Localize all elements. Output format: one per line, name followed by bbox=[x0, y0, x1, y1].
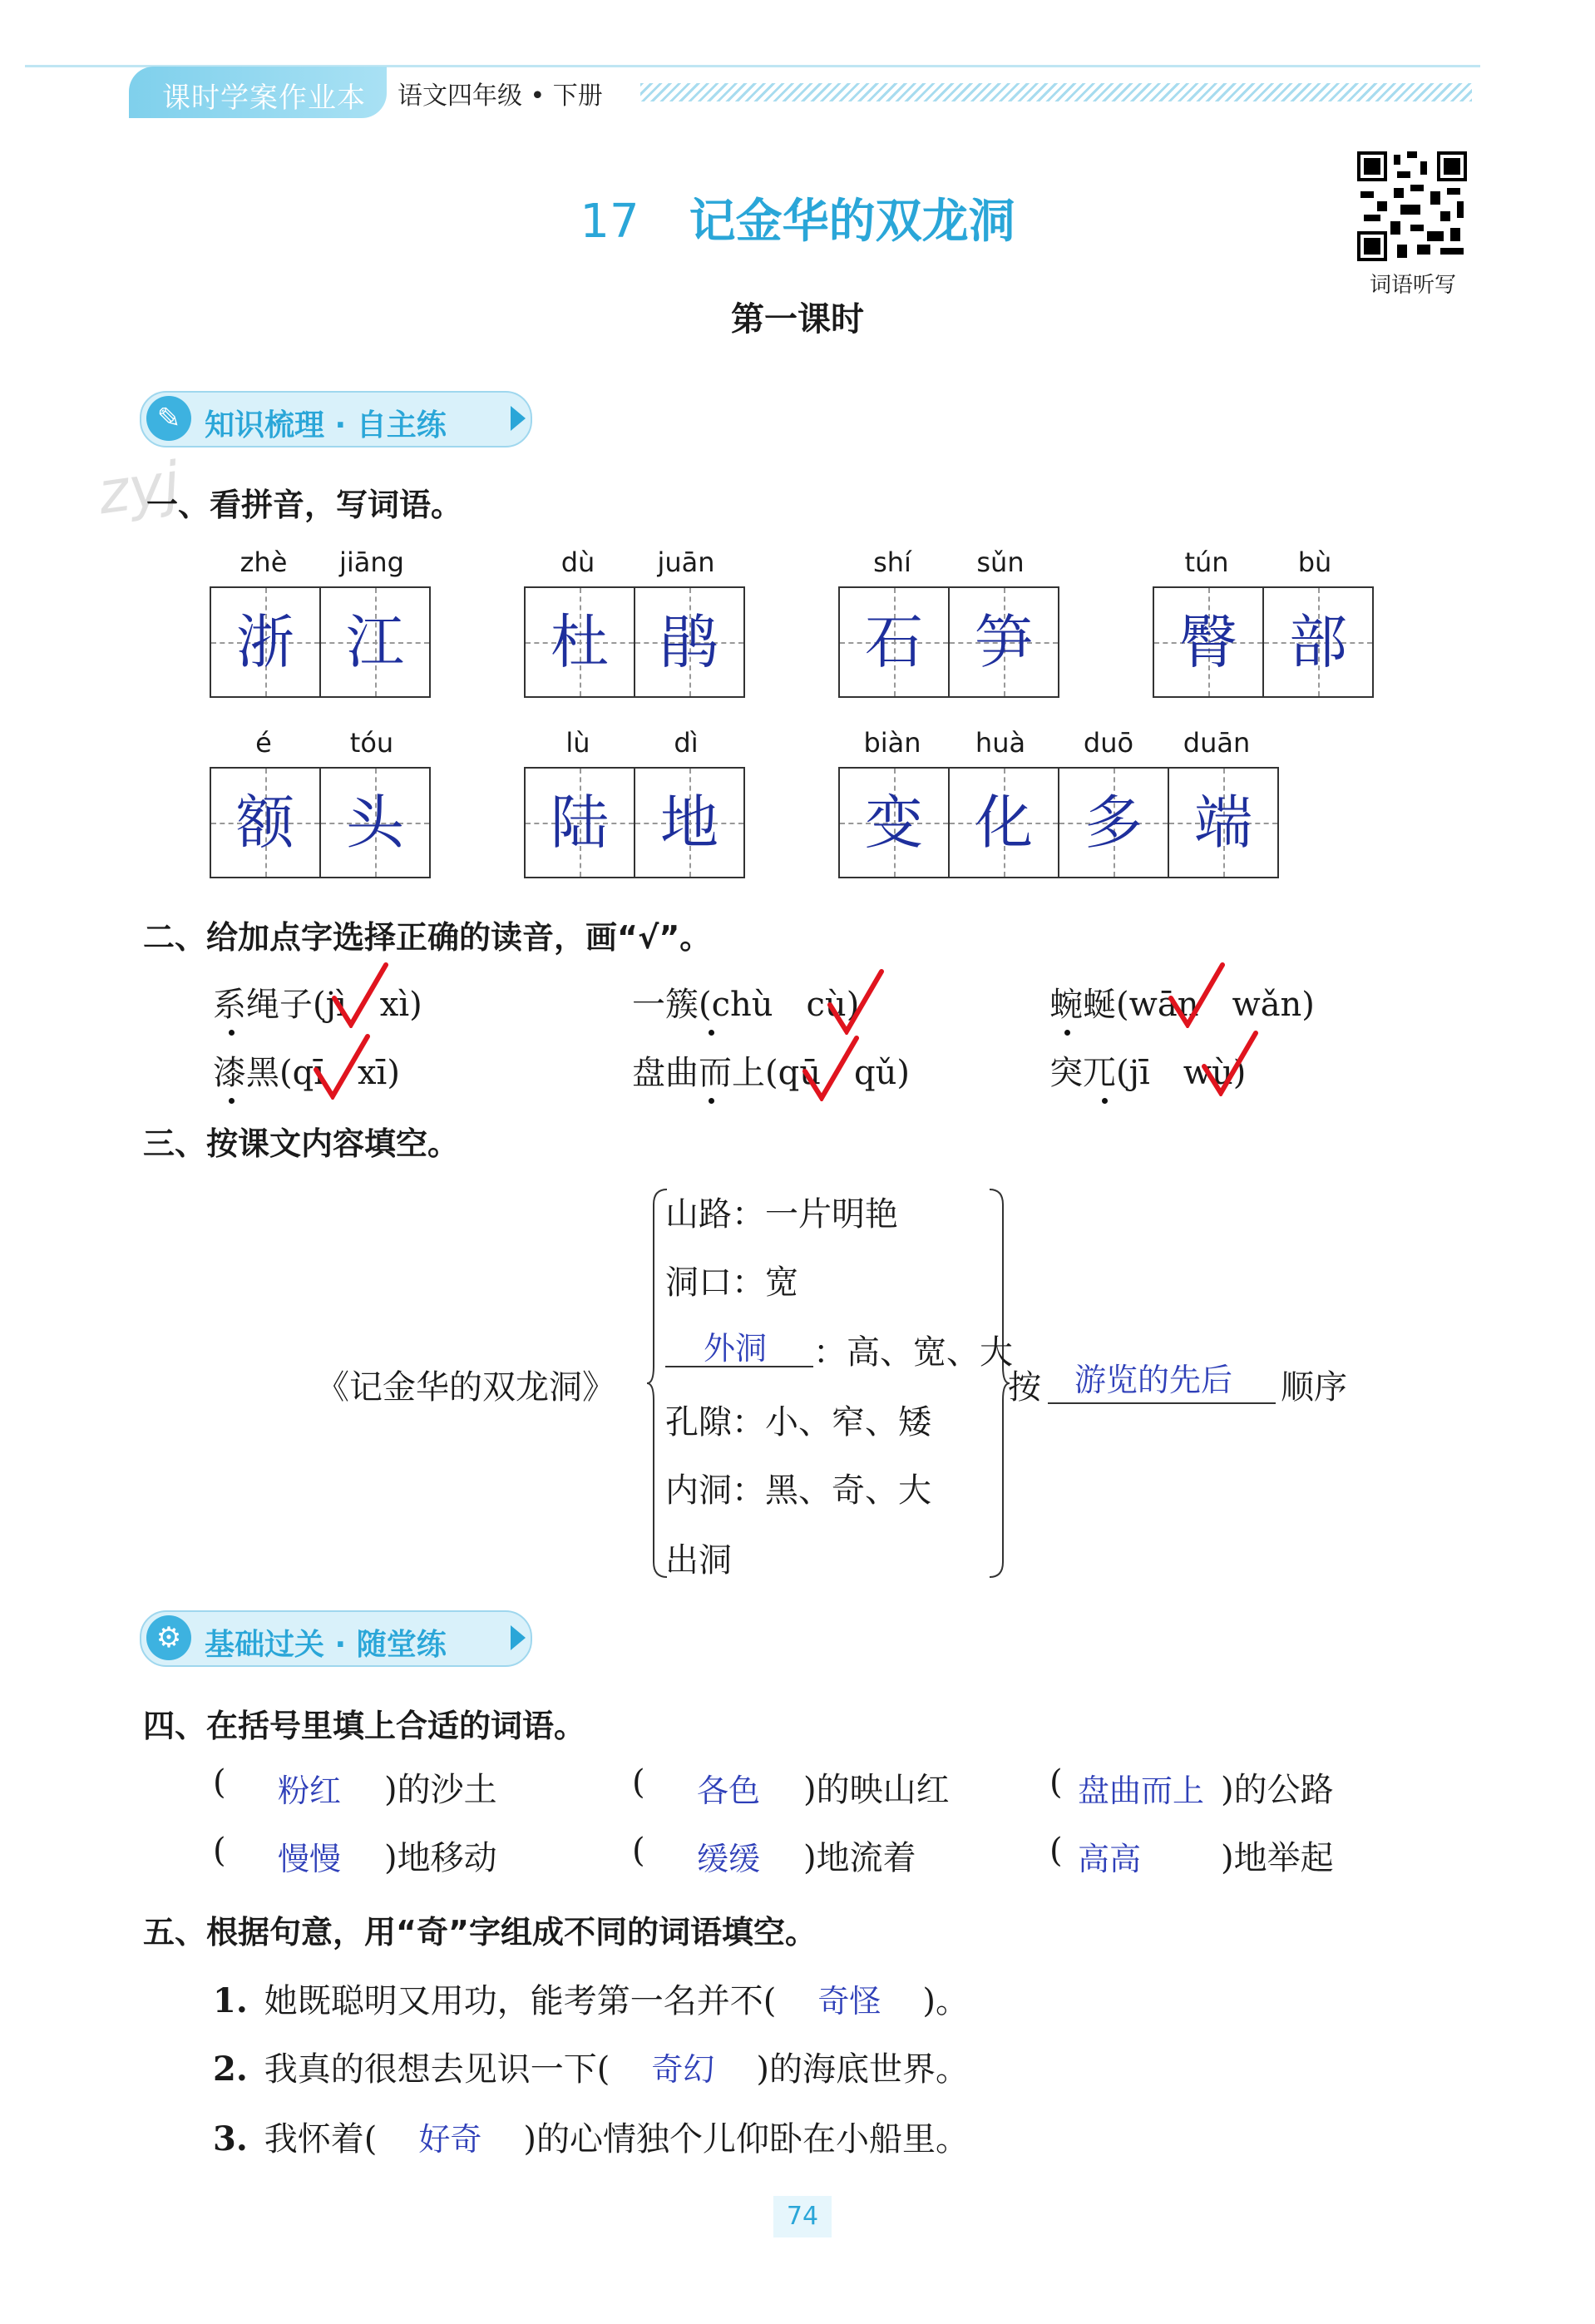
writing-cell bbox=[840, 588, 950, 696]
writing-cell bbox=[950, 769, 1059, 877]
writing-cell bbox=[526, 588, 635, 696]
pinyin-label: jiāng bbox=[339, 546, 404, 578]
pinyin-label: tóu bbox=[349, 727, 394, 759]
written-character: 端 bbox=[1194, 789, 1252, 857]
writing-cell bbox=[526, 769, 635, 877]
section-label: 基础过关 · 随堂练 bbox=[205, 1628, 447, 1662]
section-pill-class-practice bbox=[140, 1610, 532, 1667]
q5-post: )。 bbox=[922, 1982, 969, 2020]
q3-line: 出洞 bbox=[665, 1541, 732, 1580]
pinyin-label: zhè bbox=[239, 546, 288, 578]
checkmark-icon bbox=[802, 1035, 860, 1101]
q5-sentence bbox=[213, 2043, 969, 2090]
q5-answer: 好奇 bbox=[418, 2121, 482, 2158]
writing-box bbox=[838, 767, 1279, 878]
q4-answer: 缓缓 bbox=[697, 1841, 761, 1877]
checkmark-icon bbox=[827, 968, 885, 1035]
q3-text-title: 《记金华的双龙洞》 bbox=[316, 1368, 615, 1407]
writing-box bbox=[838, 586, 1059, 698]
pinyin-label: sǔn bbox=[976, 546, 1025, 578]
q3-line: 洞口：宽 bbox=[665, 1263, 798, 1302]
q5-sentence bbox=[213, 2113, 969, 2160]
q2-heading: 二、给加点字选择正确的读音，画“√”。 bbox=[143, 919, 712, 956]
header-subtitle: 语文四年级 • 下册 bbox=[398, 82, 603, 111]
q3-line: 孔隙：小、窄、矮 bbox=[665, 1403, 931, 1441]
q4-suffix: )地移动 bbox=[384, 1839, 497, 1877]
writing-cell bbox=[950, 588, 1058, 696]
section-label: 知识梳理 · 自主练 bbox=[205, 408, 447, 443]
q5-sentence bbox=[213, 1975, 969, 2022]
emphasis-dot bbox=[229, 1098, 235, 1104]
pinyin-label: huà bbox=[975, 727, 1026, 759]
written-character: 江 bbox=[346, 608, 404, 676]
header-tab-label: 课时学案作业本 bbox=[162, 82, 366, 115]
q4-suffix: )的沙土 bbox=[384, 1771, 497, 1809]
pinyin-label: shí bbox=[873, 546, 911, 578]
q4-answer: 盘曲而上 bbox=[1078, 1773, 1205, 1809]
pinyin-label: dù bbox=[560, 546, 595, 578]
writing-cell bbox=[321, 588, 429, 696]
q4-suffix: )地流着 bbox=[803, 1839, 916, 1877]
paren-open: ( bbox=[632, 1832, 645, 1870]
header-hatch bbox=[640, 83, 1472, 101]
q5-answer: 奇怪 bbox=[817, 1983, 881, 2020]
written-character: 部 bbox=[1289, 608, 1347, 676]
q1-heading: 一、看拼音，写词语。 bbox=[146, 487, 463, 523]
checkmark-icon bbox=[1201, 1030, 1259, 1096]
paren-open: ( bbox=[213, 1832, 226, 1870]
writing-box bbox=[210, 767, 431, 878]
writing-box bbox=[524, 586, 745, 698]
pinyin-label: lù bbox=[565, 727, 590, 759]
written-character: 额 bbox=[236, 789, 294, 857]
q4-heading: 四、在括号里填上合适的词语。 bbox=[143, 1708, 586, 1744]
section-pill-self-practice bbox=[140, 391, 532, 447]
emphasis-dot bbox=[1102, 1098, 1108, 1104]
written-character: 多 bbox=[1084, 789, 1143, 857]
writing-box bbox=[524, 767, 745, 878]
paren-open: ( bbox=[1049, 1763, 1063, 1802]
written-character: 陆 bbox=[551, 789, 609, 857]
q3-line: 内洞：黑、奇、大 bbox=[665, 1471, 931, 1510]
q5-pre: 她既聪明又用功，能考第一名并不( bbox=[264, 1982, 777, 2020]
written-character: 浙 bbox=[236, 608, 294, 676]
written-character: 笋 bbox=[975, 608, 1033, 676]
q5-post: )的海底世界。 bbox=[756, 2050, 969, 2089]
q2-item: 系绳子(jì xì) bbox=[213, 986, 422, 1024]
q4-answer: 各色 bbox=[697, 1773, 761, 1809]
qr-code-icon[interactable] bbox=[1357, 151, 1467, 261]
checkmark-icon bbox=[331, 962, 389, 1028]
pinyin-label: dì bbox=[674, 727, 699, 759]
written-character: 地 bbox=[660, 789, 718, 857]
q3-order-prefix: 按 bbox=[1008, 1368, 1041, 1407]
writing-cell bbox=[211, 769, 321, 877]
q4-answer: 粉红 bbox=[278, 1773, 342, 1809]
pencil-icon: ✎ bbox=[146, 396, 191, 441]
q3-order-line bbox=[1048, 1402, 1276, 1404]
gear-icon: ⚙ bbox=[146, 1615, 191, 1660]
q4-answer: 高高 bbox=[1078, 1841, 1142, 1877]
q3-blank-line bbox=[665, 1366, 813, 1367]
q3-line: 山路：一片明艳 bbox=[665, 1195, 898, 1234]
q3-line: ：高、宽、大 bbox=[813, 1333, 1013, 1372]
q5-post: )的心情独个儿仰卧在小船里。 bbox=[523, 2120, 969, 2158]
paren-open: ( bbox=[213, 1763, 226, 1802]
writing-cell bbox=[1264, 588, 1372, 696]
lesson-title: 第一课时 bbox=[731, 300, 864, 339]
title-number: 17 bbox=[580, 195, 639, 249]
q3-blank-answer: 外洞 bbox=[704, 1330, 768, 1367]
header-tab bbox=[129, 67, 387, 118]
q2-item: 盘曲而上(qū qǔ) bbox=[632, 1054, 910, 1092]
page-title bbox=[0, 185, 1595, 251]
writing-cell bbox=[1154, 588, 1264, 696]
emphasis-dot bbox=[1064, 1030, 1070, 1036]
writing-cell bbox=[1059, 769, 1169, 877]
pinyin-label: juān bbox=[657, 546, 715, 578]
writing-cell bbox=[635, 769, 743, 877]
q4-suffix: )的映山红 bbox=[803, 1771, 950, 1809]
q5-number: 3. bbox=[213, 2119, 248, 2158]
q4-suffix: )地举起 bbox=[1221, 1839, 1334, 1877]
q4-suffix: )的公路 bbox=[1221, 1771, 1334, 1809]
title-text: 记金华的双龙洞 bbox=[689, 195, 1015, 249]
q3-order-suffix: 顺序 bbox=[1281, 1368, 1347, 1407]
written-character: 化 bbox=[975, 789, 1033, 857]
arrow-icon bbox=[511, 406, 526, 431]
q5-number: 1. bbox=[213, 1981, 248, 2020]
page-number: 74 bbox=[773, 2196, 832, 2237]
q2-item: 漆黑(qī xī) bbox=[213, 1054, 400, 1092]
pinyin-label: tún bbox=[1184, 546, 1229, 578]
pinyin-label: duān bbox=[1183, 727, 1251, 759]
written-character: 变 bbox=[865, 789, 923, 857]
paren-open: ( bbox=[1049, 1832, 1063, 1870]
writing-box bbox=[210, 586, 431, 698]
written-character: 石 bbox=[865, 608, 923, 676]
writing-cell bbox=[321, 769, 429, 877]
writing-box bbox=[1153, 586, 1374, 698]
arrow-icon bbox=[511, 1625, 526, 1650]
q3-order-answer: 游览的先后 bbox=[1074, 1362, 1233, 1398]
q5-answer: 奇幻 bbox=[651, 2051, 715, 2088]
q5-number: 2. bbox=[213, 2050, 248, 2089]
written-character: 臀 bbox=[1179, 608, 1237, 676]
checkmark-icon bbox=[1168, 962, 1226, 1028]
q2-item: 突兀(jī wù) bbox=[1049, 1054, 1247, 1092]
written-character: 杜 bbox=[551, 608, 609, 676]
paren-open: ( bbox=[632, 1763, 645, 1802]
q5-pre: 我怀着( bbox=[264, 2120, 378, 2158]
writing-cell bbox=[840, 769, 950, 877]
watermark: zyj bbox=[93, 448, 184, 528]
emphasis-dot bbox=[709, 1098, 714, 1104]
writing-cell bbox=[1169, 769, 1277, 877]
q4-answer: 慢慢 bbox=[278, 1841, 342, 1877]
q3-heading: 三、按课文内容填空。 bbox=[143, 1125, 460, 1162]
pinyin-label: biàn bbox=[863, 727, 921, 759]
q5-pre: 我真的很想去见识一下( bbox=[264, 2050, 610, 2089]
pinyin-label: bù bbox=[1297, 546, 1332, 578]
emphasis-dot bbox=[709, 1030, 714, 1036]
q2-item: 一簇(chù cù) bbox=[632, 986, 860, 1024]
left-brace bbox=[645, 1188, 670, 1579]
writing-cell bbox=[635, 588, 743, 696]
q2-item: 蜿蜒(wān wǎn) bbox=[1049, 986, 1315, 1024]
written-character: 鹃 bbox=[660, 608, 718, 676]
q5-heading: 五、根据句意，用“奇”字组成不同的词语填空。 bbox=[143, 1914, 817, 1951]
pinyin-label: duō bbox=[1083, 727, 1134, 759]
pinyin-label: é bbox=[255, 727, 272, 759]
checkmark-icon bbox=[313, 1033, 371, 1100]
written-character: 头 bbox=[346, 789, 404, 857]
qr-label: 词语听写 bbox=[1369, 273, 1456, 298]
emphasis-dot bbox=[229, 1030, 235, 1036]
writing-cell bbox=[211, 588, 321, 696]
